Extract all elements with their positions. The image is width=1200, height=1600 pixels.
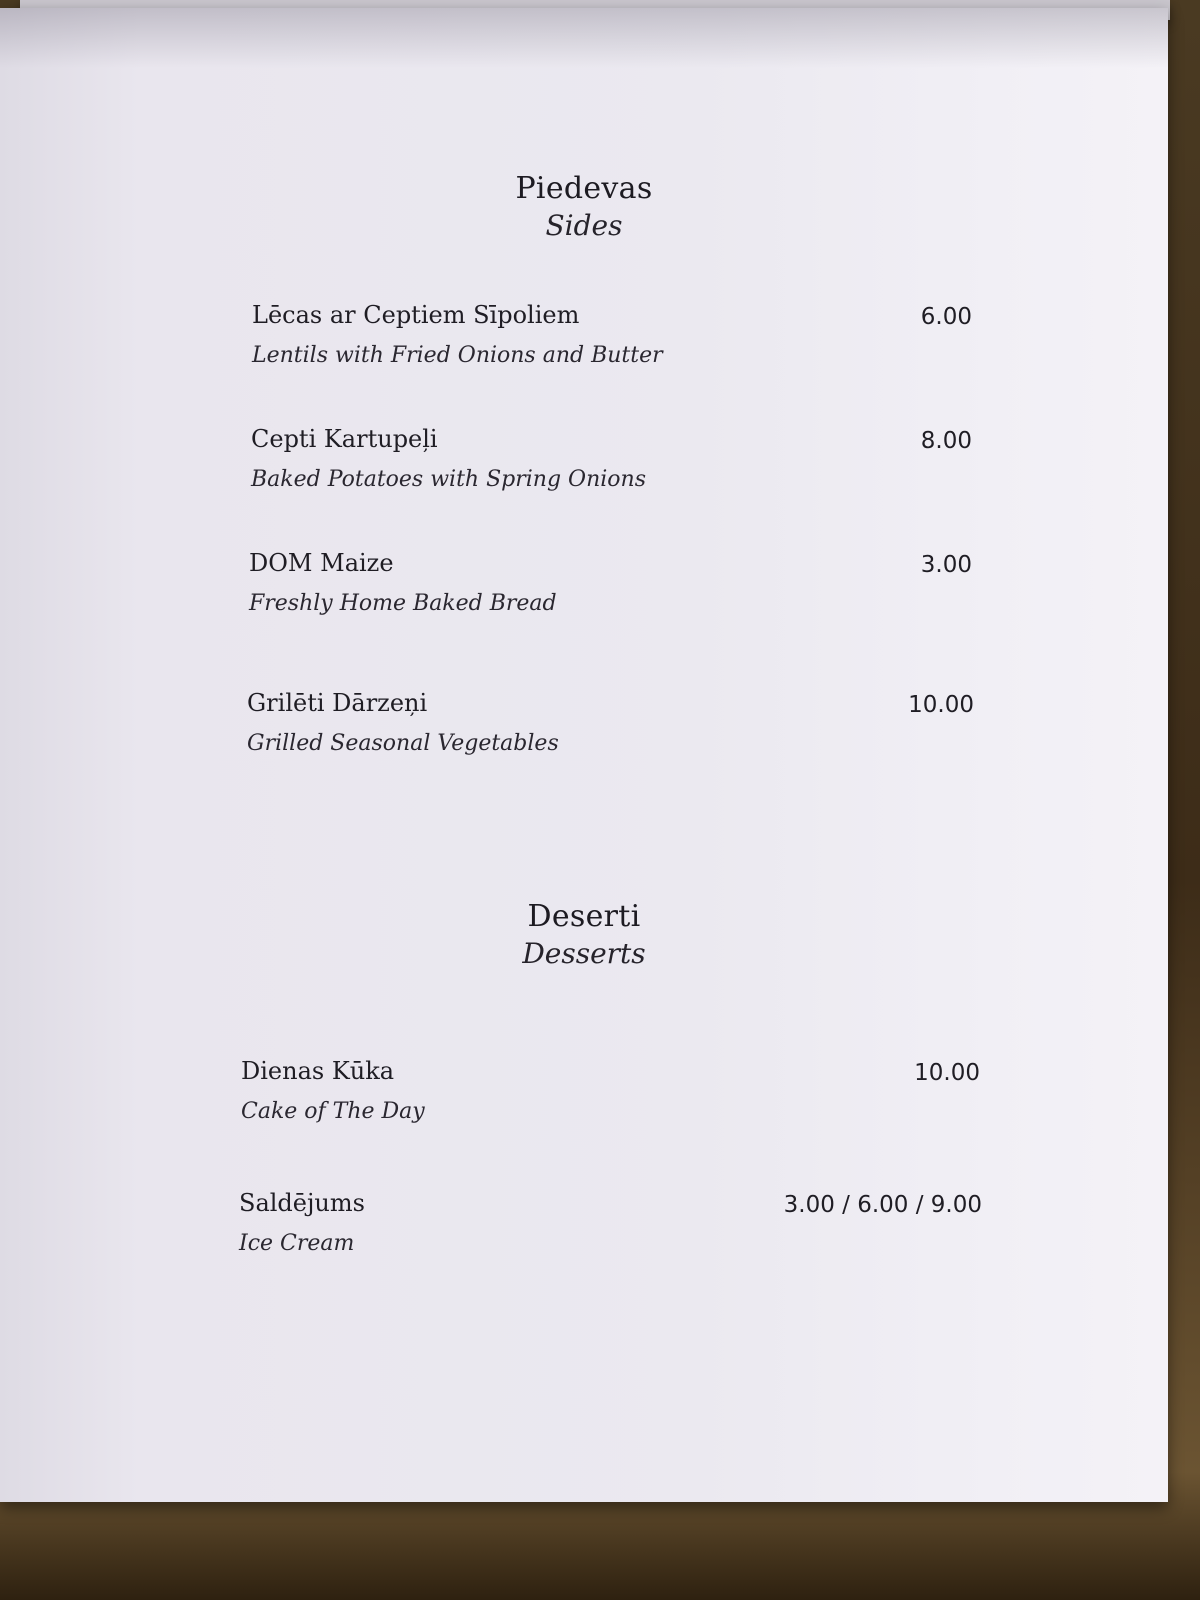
section-header-desserts	[0, 898, 1168, 972]
item-name: Lēcas ar Ceptiem Sīpoliem	[252, 301, 580, 329]
item-price: 6.00	[920, 304, 972, 330]
section-title: Deserti	[527, 899, 641, 934]
item-name: Dienas Kūka	[241, 1057, 395, 1085]
item-name: Saldējums	[239, 1189, 365, 1217]
item-name: DOM Maize	[249, 549, 394, 577]
item-price: 10.00	[908, 692, 974, 718]
item-price: 8.00	[920, 428, 972, 454]
item-price: 3.00 / 6.00 / 9.00	[783, 1192, 982, 1218]
section-subtitle: Desserts	[522, 937, 646, 970]
item-description: Ice Cream	[239, 1231, 355, 1256]
section-title: Piedevas	[515, 171, 653, 206]
menu-item	[241, 1056, 425, 1126]
item-name: Cepti Kartupeļi	[251, 425, 438, 453]
menu-item	[239, 1188, 365, 1258]
item-name: Grilēti Dārzeņi	[247, 689, 428, 717]
item-description: Grilled Seasonal Vegetables	[247, 731, 559, 756]
item-price: 3.00	[920, 552, 972, 578]
menu-item	[249, 548, 557, 618]
item-description: Lentils with Fried Onions and Butter	[252, 343, 663, 368]
section-subtitle: Sides	[545, 209, 623, 242]
menu-item	[252, 300, 663, 370]
section-header-sides	[0, 170, 1168, 244]
item-price: 10.00	[914, 1060, 980, 1086]
page-fold-shadow	[0, 8, 1168, 68]
menu-item	[251, 424, 646, 494]
item-description: Baked Potatoes with Spring Onions	[251, 467, 646, 492]
item-description: Cake of The Day	[241, 1099, 425, 1124]
menu-page	[0, 8, 1168, 1502]
item-description: Freshly Home Baked Bread	[249, 591, 557, 616]
menu-item	[247, 688, 559, 758]
